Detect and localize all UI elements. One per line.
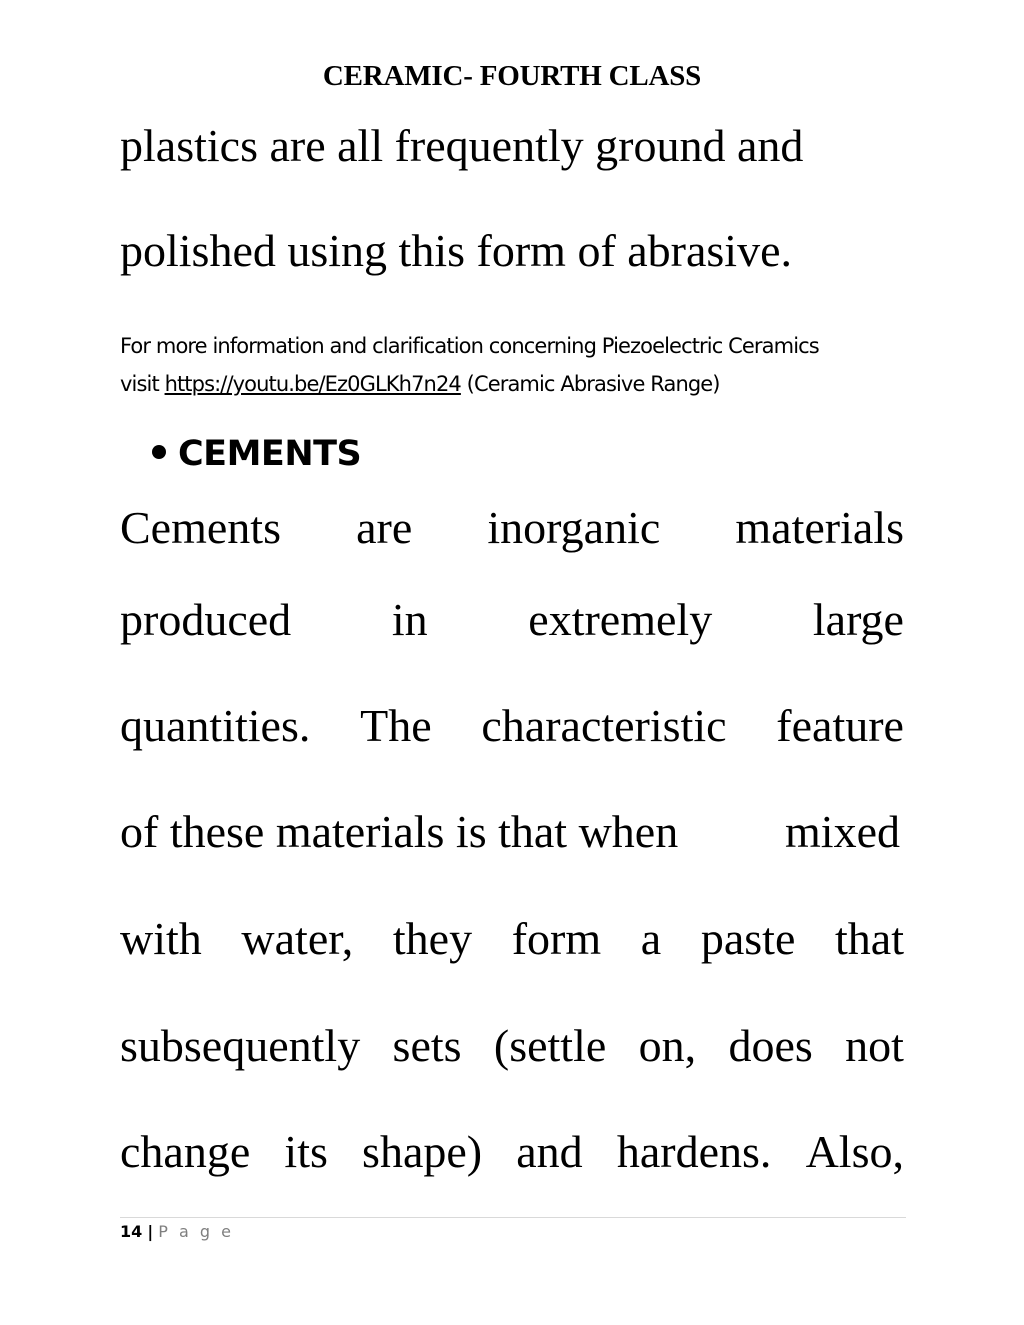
word: sets [392, 1020, 462, 1071]
youtube-link[interactable]: https://youtu.be/Ez0GLKh7n24 [164, 372, 461, 396]
word: not [845, 1020, 904, 1071]
paragraph-line-3 [120, 698, 904, 754]
word: a [640, 913, 662, 964]
word: Cements [120, 502, 281, 553]
word: with [120, 913, 202, 964]
bullet-icon [152, 445, 166, 459]
word: that [835, 913, 904, 964]
note-visit-word: visit [120, 372, 159, 396]
paragraph-line-4 [120, 804, 900, 860]
paragraph-line-5 [120, 911, 904, 967]
note-line-2 [120, 369, 920, 399]
word: characteristic [481, 700, 727, 751]
word: extremely [528, 594, 713, 645]
section-heading-text: CEMENTS [178, 434, 362, 474]
word: and [516, 1126, 583, 1177]
word: of these materials is that when [120, 806, 679, 857]
section-heading-cements [152, 432, 361, 476]
word: inorganic [487, 502, 661, 553]
word: in [391, 594, 428, 645]
word: materials [735, 502, 904, 553]
word: change [120, 1126, 251, 1177]
page-footer [120, 1220, 234, 1244]
note-link-caption: (Ceramic Abrasive Range) [466, 372, 720, 396]
footer-divider [120, 1217, 906, 1218]
word: they [392, 913, 473, 964]
word: produced [120, 594, 292, 645]
paragraph-line-6 [120, 1018, 904, 1074]
word: large [812, 594, 904, 645]
word: on, [638, 1020, 697, 1071]
intro-line-1: plastics are all frequently ground and [120, 120, 804, 171]
page-label: P a g e [158, 1222, 235, 1241]
word: form [511, 913, 602, 964]
paragraph-line-1 [120, 500, 904, 556]
page-number: 14 [120, 1222, 143, 1241]
word: shape) [362, 1126, 483, 1177]
word: The [360, 700, 432, 751]
word: hardens. [616, 1126, 772, 1177]
paragraph-line-7 [120, 1124, 904, 1180]
word: feature [776, 700, 904, 751]
word: subsequently [120, 1020, 361, 1071]
word: are [356, 502, 413, 553]
word: mixed [785, 806, 900, 857]
word: its [284, 1126, 328, 1177]
word: does [728, 1020, 813, 1071]
word: water, [241, 913, 354, 964]
paragraph-line-2 [120, 592, 904, 648]
word: Also, [805, 1126, 904, 1177]
intro-line-2: polished using this form of abrasive. [120, 225, 793, 276]
word: paste [700, 913, 796, 964]
word: quantities. [120, 700, 311, 751]
note-line-1: For more information and clarification concerning Piezoelectric Ceramics [120, 334, 819, 358]
page-separator: | [147, 1222, 154, 1241]
word: (settle [493, 1020, 607, 1071]
page-header-title: CERAMIC- FOURTH CLASS [322, 60, 702, 92]
